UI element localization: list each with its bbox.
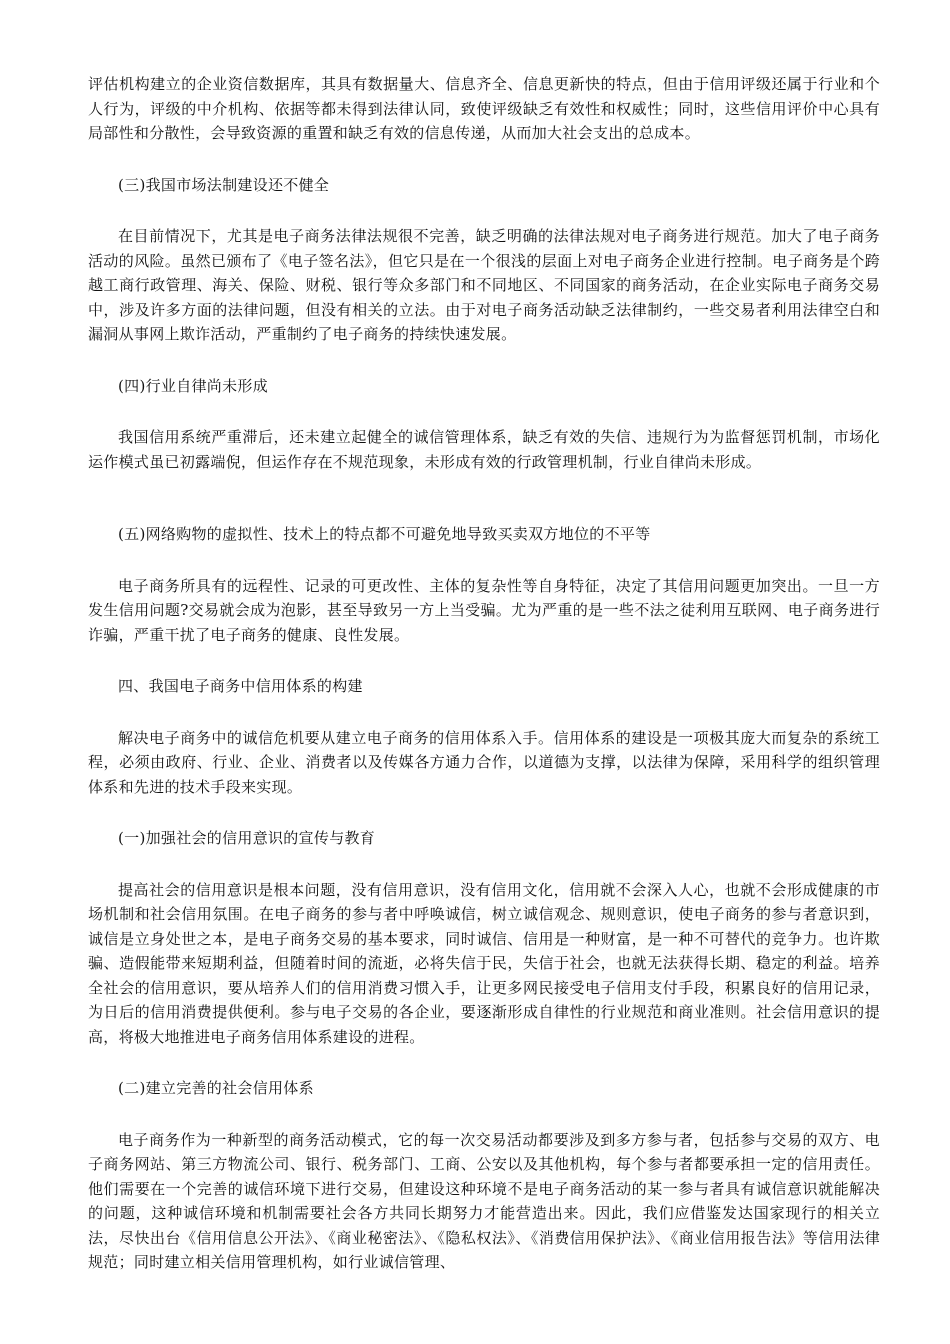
heading-industry-self-discipline: (四)行业自律尚未形成: [118, 376, 269, 395]
heading-credit-awareness: (一)加强社会的信用意识的宣传与教育: [118, 829, 376, 847]
heading-section-four: 四、我国电子商务中信用体系的构建: [118, 677, 363, 695]
paragraph-online-shopping: 电子商务所具有的远程性、记录的可更改性、主体的复杂性等自身特征，决定了其信用问题更加突出。一旦一方发生信用问题?交易就会成为泡影，甚至导致另一方上当受骗。尤为严重的是一些不法之徒利用互联网、电子商务进行诈骗，严重干扰了电子商务的健康、良性发展。: [88, 576, 880, 644]
paragraph-social-credit-system: 电子商务作为一种新型的商务活动模式，它的每一次交易活动都要涉及到多方参与者，包括参与交易的双方、电子商务网站、第三方物流公司、银行、税务部门、工商、公安以及其他机构，每个参与者都要承担一定的信用责任。他们需要在一个完善的诚信环境下进行交易，但建设这种环境不是电子商务活动的某一参与者具有诚信意识就能解决的问题，这种诚信环境和机制需要社会各方共同长期努力才能营造出来。因此，我们应借鉴发达国家现行的相关立法，尽快出台《信用信息公开法》、《商业秘密法》、《隐私权法》、《消费信用保护法》、《商业信用报告法》等信用法律规范；同时建立相关信用管理机构，如行业诚信管理、: [88, 1130, 880, 1271]
heading-online-shopping-virtuality: (五)网络购物的虚拟性、技术上的特点都不可避免地导致买卖双方地位的不平等: [118, 525, 651, 543]
paragraph-self-discipline: 我国信用系统严重滞后，还未建立起健全的诚信管理体系，缺乏有效的失信、违规行为为监督惩罚机制，市场化运作模式虽已初露端倪，但运作存在不规范现象，未形成有效的行政管理机制，行业自律尚未形成。: [88, 428, 880, 471]
heading-social-credit-system: (二)建立完善的社会信用体系: [118, 1079, 314, 1097]
paragraph-credit-awareness: 提高社会的信用意识是根本问题，没有信用意识，没有信用文化，信用就不会深入人心，也就不会形成健康的市场机制和社会信用氛围。在电子商务的参与者中呼唤诚信，树立诚信观念、规则意识，使电子商务的参与者意识到，诚信是立身处世之本，是电子商务交易的基本要求，同时诚信、信用是一种财富，是一种不可替代的竞争力。也许欺骗、造假能带来短期利益，但随着时间的流逝，必将失信于民，失信于社会，也就无法获得长期、稳定的利益。培养全社会的信用意识，要从培养人们的信用消费习惯入手，让更多网民接受电子信用支付手段，积累良好的信用记录，为日后的信用消费提供便利。参与电子交易的各企业，要逐渐形成自律性的行业规范和商业准则。社会信用意识的提高，将极大地推进电子商务信用体系建设的进程。: [88, 880, 880, 1046]
paragraph-legal-system: 在目前情况下，尤其是电子商务法律法规很不完善，缺乏明确的法律法规对电子商务进行规范。加大了电子商务活动的风险。虽然已颁布了《电子签名法》，但它只是在一个很浅的层面上对电子商务企业进行控制。电子商务是个跨越工商行政管理、海关、保险、财税、银行等众多部门和不同地区、不同国家的商务活动，在企业实际电子商务交易中，涉及许多方面的法律问题，但没有相关的立法。由于对电子商务活动缺乏法律制约，一些交易者利用法律空白和漏洞从事网上欺诈活动，严重制约了电子商务的持续快速发展。: [88, 227, 880, 343]
document-page: [88, 72, 880, 1275]
paragraph-credit-database: 评估机构建立的企业资信数据库，其具有数据量大、信息齐全、信息更新快的特点，但由于信用评级还属于行业和个人行为，评级的中介机构、依据等都未得到法律认同，致使评级缺乏有效性和权威性；同时，这些信用评价中心具有局部性和分散性，会导致资源的重置和缺乏有效的信息传递，从而加大社会支出的总成本。: [88, 75, 880, 142]
paragraph-credit-system-construction: 解决电子商务中的诚信危机要从建立电子商务的信用体系入手。信用体系的建设是一项极其庞大而复杂的系统工程，必须由政府、行业、企业、消费者以及传媒各方通力合作，以道德为支撑，以法律为保障，采用科学的组织管理体系和先进的技术手段来实现。: [88, 728, 880, 796]
heading-market-legal-system: (三)我国市场法制建设还不健全: [118, 175, 330, 194]
